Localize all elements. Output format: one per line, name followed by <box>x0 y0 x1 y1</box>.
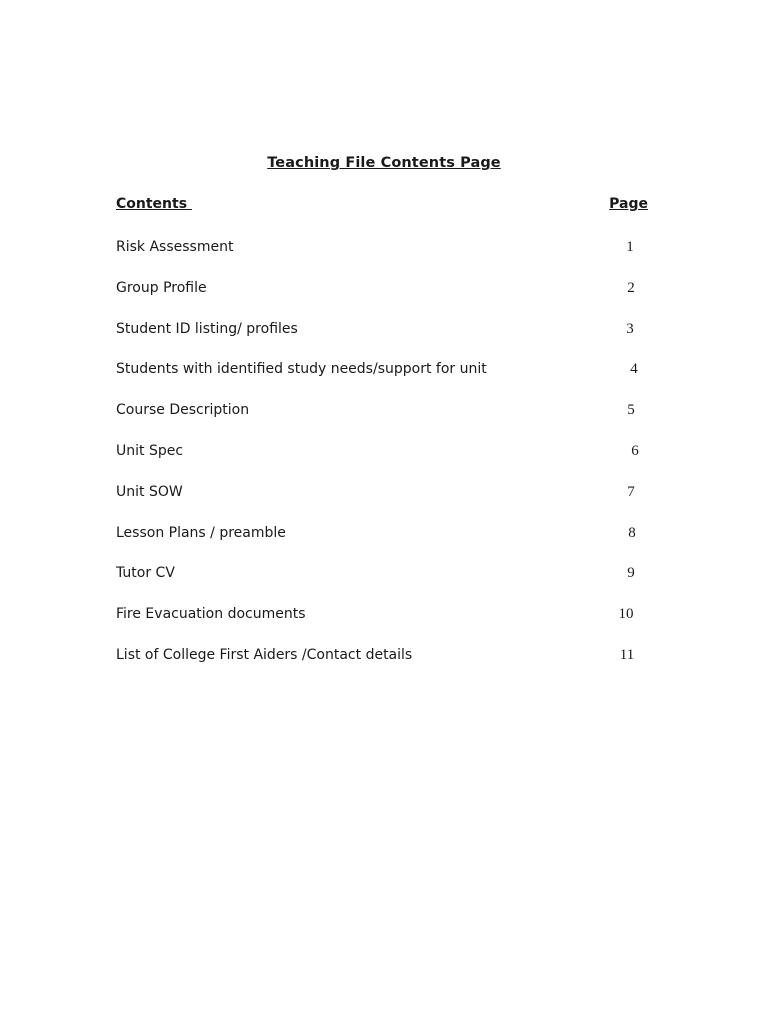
entry-label: Tutor CV <box>116 565 175 582</box>
entry-label: List of College First Aiders /Contact details <box>116 646 413 663</box>
contents-entry <box>116 278 648 319</box>
contents-column-header: Contents <box>116 196 192 212</box>
contents-entry <box>116 441 648 482</box>
entry-label: Course Description <box>116 402 250 419</box>
page-column-header: Page <box>609 196 648 212</box>
entry-page-number: 10 <box>618 606 634 623</box>
contents-entry <box>116 604 648 645</box>
entry-label: Students with identified study needs/support for unit <box>116 361 487 378</box>
contents-list <box>116 237 648 686</box>
contents-entry <box>116 645 648 686</box>
contents-entry <box>116 359 648 400</box>
contents-entry <box>116 237 648 278</box>
entry-label: Unit SOW <box>116 483 183 500</box>
entry-page-number: 6 <box>631 442 639 459</box>
entry-label: Student ID listing/ profiles <box>116 320 298 337</box>
entry-page-number: 5 <box>627 402 635 419</box>
contents-entry <box>116 563 648 604</box>
entry-label: Unit Spec <box>116 442 184 459</box>
entry-page-number: 2 <box>627 279 635 296</box>
entry-label: Group Profile <box>116 279 207 296</box>
contents-entry <box>116 400 648 441</box>
entry-page-number: 7 <box>627 483 635 500</box>
entry-page-number: 4 <box>630 361 638 378</box>
entry-label: Lesson Plans / preamble <box>116 524 286 541</box>
entry-label: Fire Evacuation documents <box>116 606 306 623</box>
contents-entry <box>116 319 648 360</box>
entry-page-number: 11 <box>619 646 635 663</box>
entry-page-number: 1 <box>626 239 634 255</box>
entry-page-number: 8 <box>628 524 636 541</box>
contents-entry <box>116 482 648 523</box>
contents-entry <box>116 523 648 564</box>
entry-page-number: 9 <box>627 565 635 582</box>
page-title: Teaching File Contents Page <box>267 155 501 171</box>
entry-label: Risk Assessment <box>116 239 234 255</box>
entry-page-number: 3 <box>626 320 634 337</box>
contents-header-row <box>116 196 648 218</box>
